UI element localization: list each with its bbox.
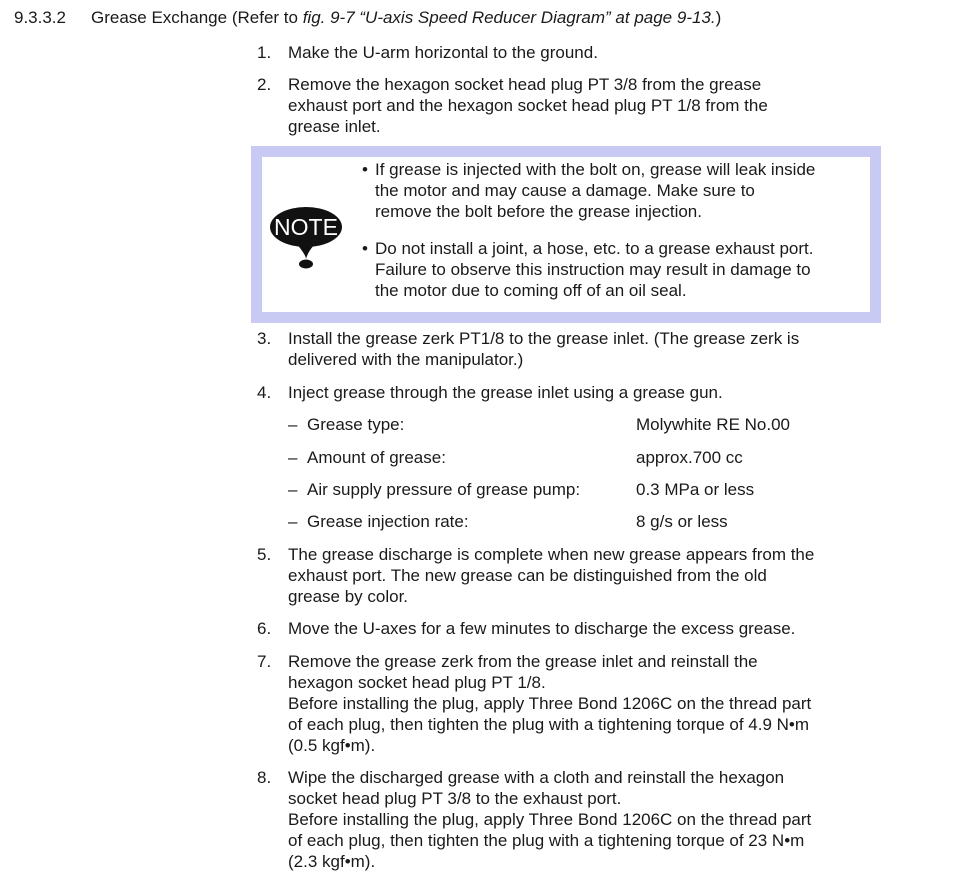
section-number: 9.3.3.2 xyxy=(14,8,66,27)
note-item xyxy=(362,159,872,222)
spec-label: Grease type: xyxy=(307,415,405,434)
dash: – xyxy=(288,415,298,434)
note-text-line: If grease is injected with the bolt on, grease will leak inside xyxy=(375,160,816,179)
note-text-line: remove the bolt before the grease injection. xyxy=(375,202,702,221)
note-icon-tail xyxy=(296,243,316,259)
spec-label: Amount of grease: xyxy=(307,448,446,467)
step-6 xyxy=(257,618,897,639)
spec-label: Air supply pressure of grease pump: xyxy=(307,480,581,499)
section-title: Grease Exchange xyxy=(91,8,228,27)
note-item xyxy=(362,238,872,301)
step-text-line: of each plug, then tighten the plug with a tightening torque of 23 N•m xyxy=(288,831,805,850)
step-text-line: Inject grease through the grease inlet using a grease gun. xyxy=(288,383,723,402)
step-text-line: socket head plug PT 3/8 to the exhaust port. xyxy=(288,789,622,808)
spec-row-amount xyxy=(288,447,888,468)
step-number: 5. xyxy=(257,545,272,564)
step-number: 4. xyxy=(257,383,272,402)
step-text-line: (2.3 kgf•m). xyxy=(288,852,376,871)
step-text-line: The grease discharge is complete when new grease appears from the xyxy=(288,545,815,564)
spec-value: 8 g/s or less xyxy=(636,512,728,531)
reference-suffix: ) xyxy=(715,8,722,27)
step-number: 8. xyxy=(257,768,272,787)
bullet: • xyxy=(362,239,368,258)
note-icon xyxy=(268,199,344,271)
step-text-line: hexagon socket head plug PT 1/8. xyxy=(288,673,546,692)
step-text-line: Move the U-axes for a few minutes to discharge the excess grease. xyxy=(288,619,796,638)
step-4 xyxy=(257,382,897,403)
dash: – xyxy=(288,480,298,499)
spec-label: Grease injection rate: xyxy=(307,512,469,531)
step-1 xyxy=(257,42,897,63)
step-8 xyxy=(257,767,897,872)
spec-row-grease-type xyxy=(288,414,888,435)
note-box xyxy=(251,146,881,323)
step-number: 1. xyxy=(257,43,272,62)
spec-row-rate xyxy=(288,511,888,532)
step-text-line: exhaust port. The new grease can be distinguished from the old xyxy=(288,566,767,585)
step-7 xyxy=(257,651,897,756)
step-text-line: Wipe the discharged grease with a cloth and reinstall the hexagon xyxy=(288,768,785,787)
step-text-line: Remove the grease zerk from the grease inlet and reinstall the xyxy=(288,652,758,671)
figure-reference-link[interactable]: fig. 9-7 “U-axis Speed Reducer Diagram” at page 9-13. xyxy=(302,8,716,27)
step-text-line: exhaust port and the hexagon socket head plug PT 1/8 from the xyxy=(288,96,768,115)
note-text-line: the motor due to coming off of an oil seal. xyxy=(375,281,687,300)
spec-value: approx.700 cc xyxy=(636,448,743,467)
spec-value: 0.3 MPa or less xyxy=(636,480,755,499)
step-text-line: (0.5 kgf•m). xyxy=(288,736,376,755)
step-number: 2. xyxy=(257,75,272,94)
step-3 xyxy=(257,328,897,370)
step-5 xyxy=(257,544,897,607)
step-number: 6. xyxy=(257,619,272,638)
note-text-line: Do not install a joint, a hose, etc. to a grease exhaust port. xyxy=(375,239,814,258)
note-text-line: Failure to observe this instruction may result in damage to xyxy=(375,260,811,279)
step-text-line: Remove the hexagon socket head plug PT 3/8 from the grease xyxy=(288,75,762,94)
step-text-line: delivered with the manipulator.) xyxy=(288,350,524,369)
step-text-line: of each plug, then tighten the plug with a tightening torque of 4.9 N•m xyxy=(288,715,810,734)
reference-prefix: (Refer to xyxy=(231,8,303,27)
step-text-line: Before installing the plug, apply Three Bond 1206C on the thread part xyxy=(288,694,812,713)
dash: – xyxy=(288,448,298,467)
step-number: 7. xyxy=(257,652,272,671)
step-text-line: grease inlet. xyxy=(288,117,381,136)
section-heading xyxy=(14,7,721,28)
step-2 xyxy=(257,74,897,137)
spec-value: Molywhite RE No.00 xyxy=(636,415,791,434)
step-text-line: grease by color. xyxy=(288,587,409,606)
step-text-line: Install the grease zerk PT1/8 to the grease inlet. (The grease zerk is xyxy=(288,329,800,348)
step-number: 3. xyxy=(257,329,272,348)
dash: – xyxy=(288,512,298,531)
note-text-line: the motor and may cause a damage. Make sure to xyxy=(375,181,755,200)
step-text-line: Make the U-arm horizontal to the ground. xyxy=(288,43,598,62)
bullet: • xyxy=(362,160,368,179)
step-text-line: Before installing the plug, apply Three Bond 1206C on the thread part xyxy=(288,810,812,829)
note-icon-dot xyxy=(299,260,313,269)
note-icon-label: NOTE xyxy=(274,214,338,240)
spec-row-pressure xyxy=(288,479,888,500)
